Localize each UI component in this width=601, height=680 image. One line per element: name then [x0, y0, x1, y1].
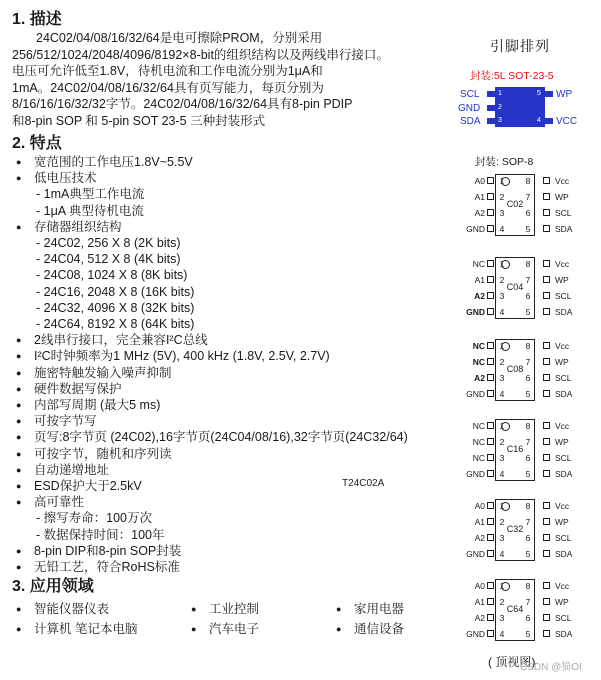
- pin-label: A1: [474, 517, 485, 527]
- feature-sub-item: - 24C16, 2048 X 8 (16K bits): [36, 284, 195, 299]
- pin-pad: [543, 598, 550, 605]
- sot-pin-label: SDA: [460, 116, 481, 127]
- pin-number: 3: [499, 533, 505, 543]
- pin-label: GND: [466, 469, 485, 479]
- pin-label: NC: [472, 421, 485, 431]
- pin-label: SCL: [555, 208, 572, 218]
- section-title-description: 1. 描述: [12, 11, 62, 28]
- pin-number: 6: [525, 613, 531, 623]
- section-title-applications: 3. 应用领域: [12, 578, 94, 596]
- pin-number: 1: [499, 341, 505, 351]
- sot-pin: [545, 91, 553, 97]
- sot-pin: [487, 105, 495, 111]
- chip-name: C08: [506, 364, 524, 374]
- chip-name: C04: [506, 282, 524, 292]
- pin-pad: [543, 225, 550, 232]
- sop-chip-c32: [455, 495, 595, 565]
- feature-sub-item: - 24C02, 256 X 8 (2K bits): [36, 236, 181, 251]
- pin-label: SCL: [555, 533, 572, 543]
- pin-number: 5: [525, 224, 531, 234]
- pin-pad: [543, 276, 550, 283]
- pin-pad: [487, 374, 494, 381]
- pin-pad: [487, 342, 494, 349]
- pin-pad: [543, 260, 550, 267]
- pin-label: A1: [474, 597, 485, 607]
- pin-pad: [543, 518, 550, 525]
- pin-number: 1: [499, 176, 505, 186]
- pin-number: 1: [499, 421, 505, 431]
- pin-number: 4: [499, 629, 505, 639]
- pin-label: GND: [466, 389, 485, 399]
- sop-chip-c08: [455, 335, 595, 405]
- pin-label: SDA: [555, 389, 573, 399]
- pin-number: 7: [525, 597, 531, 607]
- pin-label: SDA: [555, 549, 573, 559]
- pin-label: WP: [555, 437, 569, 447]
- sot-package-label: 封装:5L SOT-23-5: [470, 70, 554, 82]
- pin-pad: [543, 550, 550, 557]
- feature-item: ● 存储器组织结构: [12, 219, 462, 235]
- pin-number: 3: [499, 373, 505, 383]
- pin-pad: [487, 193, 494, 200]
- top-view-label: ( 顶视图): [488, 655, 536, 669]
- pin-number: 2: [499, 275, 505, 285]
- pin-label: WP: [555, 357, 569, 367]
- datasheet-text: [12, 8, 462, 637]
- pin-number: 4: [499, 389, 505, 399]
- pin-label: WP: [555, 517, 569, 527]
- sop-package-label: 封装: SOP-8: [475, 156, 534, 168]
- pin-number: 1: [499, 501, 505, 511]
- pin-number: 2: [499, 597, 505, 607]
- pin-label: A0: [474, 176, 485, 186]
- pin-pad: [543, 470, 550, 477]
- pin-label: Vcc: [555, 176, 570, 186]
- pin-number: 3: [499, 453, 505, 463]
- pin-number: 5: [525, 389, 531, 399]
- description-line: 1mA。24C02/04/08/16/32/64具有页写能力，每页分别为: [12, 80, 324, 95]
- pin-pad: [543, 193, 550, 200]
- pin-pad: [487, 260, 494, 267]
- pin-number: 7: [525, 357, 531, 367]
- features-list: [12, 154, 462, 575]
- description-line: 电压可允许低至1.8V，待机电流和工作电流分别为1μA和: [12, 64, 323, 78]
- sot-pin-number: 3: [498, 117, 502, 124]
- pin-pad: [487, 534, 494, 541]
- application-item: ● 计算机 笔记本电脑: [12, 621, 187, 637]
- pin-pad: [487, 177, 494, 184]
- pin-number: 8: [525, 341, 531, 351]
- feature-item: ● 可按字节，随机和序列读: [12, 446, 462, 462]
- pin-number: 4: [499, 549, 505, 559]
- pin-label: Vcc: [555, 421, 570, 431]
- pin-label: A0: [474, 581, 485, 591]
- feature-item: ● 宽范围的工作电压1.8V~5.5V: [12, 154, 462, 170]
- pin-label: SCL: [555, 453, 572, 463]
- description-line: 24C02/04/08/16/32/64是电可擦除PROM，分别采用: [36, 31, 323, 45]
- chip-name: C32: [506, 524, 524, 534]
- chip-name: C02: [506, 199, 524, 209]
- pin-pad: [487, 614, 494, 621]
- pin-label: A2: [474, 373, 485, 383]
- pin-label: GND: [466, 629, 485, 639]
- pin-number: 7: [525, 192, 531, 202]
- sot-pin-label: WP: [556, 89, 573, 100]
- pin-pad: [543, 614, 550, 621]
- pin-number: 5: [525, 307, 531, 317]
- sop-chip-c16: [455, 415, 595, 485]
- pin-number: 3: [499, 613, 505, 623]
- feature-sub-item: - 24C08, 1024 X 8 (8K bits): [36, 268, 188, 283]
- pin-label: NC: [472, 357, 485, 367]
- pin-number: 6: [525, 453, 531, 463]
- pin-number: 6: [525, 291, 531, 301]
- pin-label: NC: [472, 341, 485, 351]
- pin-label: Vcc: [555, 581, 570, 591]
- pin-pad: [487, 390, 494, 397]
- pin-label: GND: [466, 224, 485, 234]
- pin-number: 6: [525, 208, 531, 218]
- pin-number: 7: [525, 517, 531, 527]
- application-item: ● 家用电器: [332, 601, 462, 617]
- applications-grid: [12, 601, 462, 637]
- pin-pad: [543, 630, 550, 637]
- pin-label: SCL: [555, 291, 572, 301]
- feature-sub-item: - 1mA典型工作电流: [36, 187, 145, 202]
- sot-pin-number: 2: [498, 104, 502, 111]
- sop-chip-c04: [455, 253, 595, 323]
- pin-label: SCL: [555, 373, 572, 383]
- application-item: ● 通信设备: [332, 621, 462, 637]
- pin-label: SCL: [555, 613, 572, 623]
- pin-label: SDA: [555, 224, 573, 234]
- pin-pad: [543, 390, 550, 397]
- application-item: ● 智能仪器仪表: [12, 601, 187, 617]
- pin-number: 7: [525, 437, 531, 447]
- pin-label: GND: [466, 307, 485, 317]
- pin-label: SDA: [555, 307, 573, 317]
- pin-label: Vcc: [555, 501, 570, 511]
- pin-number: 6: [525, 533, 531, 543]
- description-line: 和8-pin SOP 和 5-pin SOT 23-5 三种封装形式: [12, 113, 266, 128]
- feature-item: ● 自动递增地址: [12, 462, 462, 478]
- pin-label: A0: [474, 501, 485, 511]
- pin-number: 8: [525, 421, 531, 431]
- pin-pad: [543, 209, 550, 216]
- pin-pad: [487, 209, 494, 216]
- sot-pin: [545, 118, 553, 124]
- pin-number: 1: [499, 259, 505, 269]
- pin-number: 5: [525, 549, 531, 559]
- feature-item: ● 硬件数据写保护: [12, 381, 462, 397]
- pin-number: 8: [525, 176, 531, 186]
- sot-pin-label: SCL: [460, 89, 480, 100]
- pin-number: 2: [499, 437, 505, 447]
- pin-pad: [487, 454, 494, 461]
- pin-label: Vcc: [555, 341, 570, 351]
- pin-label: A1: [474, 192, 485, 202]
- pin-pad: [487, 502, 494, 509]
- pin-pad: [487, 518, 494, 525]
- feature-sub-item: - 24C04, 512 X 8 (4K bits): [36, 252, 181, 267]
- pin-label: GND: [466, 549, 485, 559]
- sop-chip-c02: [455, 170, 595, 240]
- sot-pin: [487, 91, 495, 97]
- feature-item: ● 低电压技术: [12, 170, 462, 186]
- feature-item: ● 2线串行接口，完全兼容I²C总线: [12, 332, 462, 348]
- feature-sub-item: - 数据保持时间：100年: [36, 527, 165, 542]
- watermark: CSDN @猫OI: [520, 662, 582, 673]
- pin-number: 5: [525, 629, 531, 639]
- pin-label: A2: [474, 291, 485, 301]
- pin-number: 4: [499, 307, 505, 317]
- pin-label: WP: [555, 275, 569, 285]
- feature-item: ● 可按字节写: [12, 413, 462, 429]
- pin-label: NC: [472, 453, 485, 463]
- pin-number: 7: [525, 275, 531, 285]
- part-number-label: T24C02A: [342, 478, 385, 489]
- pin-number: 8: [525, 259, 531, 269]
- feature-item: ● I²C时钟频率为1 MHz (5V), 400 kHz (1.8V, 2.5V, 2.7V): [12, 348, 462, 364]
- pin-number: 3: [499, 208, 505, 218]
- feature-sub-item: - 24C32, 4096 X 8 (32K bits): [36, 300, 195, 315]
- feature-sub-item: - 擦写寿命：100万次: [36, 511, 152, 526]
- pin-number: 6: [525, 373, 531, 383]
- pin-number: 3: [499, 291, 505, 301]
- pin-pad: [543, 374, 550, 381]
- pin-number: 8: [525, 581, 531, 591]
- pin-label: A2: [474, 613, 485, 623]
- pin-pad: [543, 358, 550, 365]
- pin-label: Vcc: [555, 259, 570, 269]
- feature-item: ● 施密特触发输入噪声抑制: [12, 365, 462, 381]
- sot-pin-number: 1: [498, 90, 502, 97]
- pin-pad: [543, 534, 550, 541]
- pin-label: A2: [474, 533, 485, 543]
- section-title-features: 2. 特点: [12, 135, 62, 152]
- pin-pad: [543, 582, 550, 589]
- feature-item: ● 页写:8字节页 (24C02),16字节页(24C04/08/16),32字节页(24C32/64): [12, 429, 462, 445]
- pin-label: SDA: [555, 469, 573, 479]
- sot-pin-label: VCC: [556, 116, 578, 127]
- pin-pad: [487, 308, 494, 315]
- pin-number: 4: [499, 224, 505, 234]
- feature-item: ● 无铅工艺，符合RoHS标准: [12, 559, 462, 575]
- pin-pad: [487, 358, 494, 365]
- pin-pad: [543, 454, 550, 461]
- pin-pad: [543, 292, 550, 299]
- pin-pad: [543, 177, 550, 184]
- feature-item: ● 高可靠性: [12, 494, 462, 510]
- pin-label: A2: [474, 208, 485, 218]
- pin-label: NC: [472, 437, 485, 447]
- pin-pad: [543, 502, 550, 509]
- feature-item: ● 内部写周期 (最大5 ms): [12, 397, 462, 413]
- pin-pad: [487, 598, 494, 605]
- sot-pin: [487, 118, 495, 124]
- application-item: ● 汽车电子: [187, 621, 332, 637]
- pin-number: 1: [499, 581, 505, 591]
- pin-pad: [487, 276, 494, 283]
- pin-pad: [543, 342, 550, 349]
- sot-pin-number: 4: [537, 117, 541, 124]
- sot23-5-diagram: [452, 85, 592, 135]
- feature-sub-item: - 1μA 典型待机电流: [36, 203, 144, 218]
- pin-pad: [487, 582, 494, 589]
- pin-pad: [543, 308, 550, 315]
- sot-pin-label: GND: [458, 103, 481, 114]
- pin-number: 4: [499, 469, 505, 479]
- feature-sub-item: - 24C64, 8192 X 8 (64K bits): [36, 317, 195, 332]
- pin-number: 8: [525, 501, 531, 511]
- pin-pad: [487, 550, 494, 557]
- pin-number: 2: [499, 192, 505, 202]
- chip-name: C16: [506, 444, 524, 454]
- application-item: ● 工业控制: [187, 601, 332, 617]
- chip-name: C64: [506, 604, 524, 614]
- description-line: 8/16/16/16/32/32字节。24C02/04/08/16/32/64具有8-pin PDIP: [12, 97, 353, 111]
- pin-pad: [487, 422, 494, 429]
- pin-pad: [487, 630, 494, 637]
- pin-pad: [487, 225, 494, 232]
- pin-pad: [487, 292, 494, 299]
- pin-number: 5: [525, 469, 531, 479]
- pin-pad: [543, 438, 550, 445]
- pinout-title: 引脚排列: [490, 38, 550, 54]
- pin-label: SDA: [555, 629, 573, 639]
- pin-label: NC: [472, 259, 485, 269]
- pin-pad: [487, 470, 494, 477]
- description-line: 256/512/1024/2048/4096/8192×8-bit的组织结构以及两线串行接口。: [12, 47, 389, 62]
- sot-pin-number: 5: [537, 90, 541, 97]
- feature-item: ● ESD保护大于2.5kV: [12, 478, 462, 494]
- feature-item: ● 8-pin DIP和8-pin SOP封装: [12, 543, 462, 559]
- pin-label: WP: [555, 597, 569, 607]
- pin-pad: [543, 422, 550, 429]
- pin-label: A1: [474, 275, 485, 285]
- pin-number: 2: [499, 517, 505, 527]
- pin-label: WP: [555, 192, 569, 202]
- pin-pad: [487, 438, 494, 445]
- sop-chip-c64: [455, 575, 595, 645]
- pin-number: 2: [499, 357, 505, 367]
- description-paragraph: [12, 30, 462, 129]
